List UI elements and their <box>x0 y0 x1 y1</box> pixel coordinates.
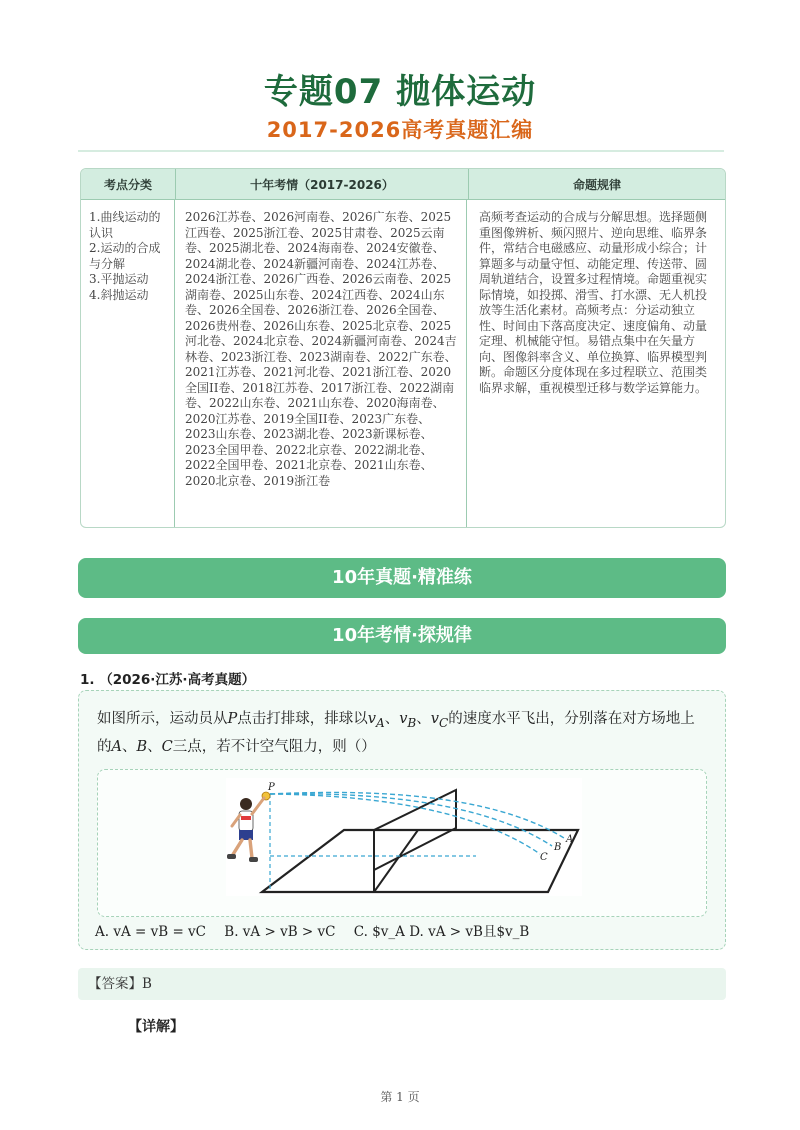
category-cell <box>81 200 175 527</box>
volleyball-figure <box>226 778 582 896</box>
header-category: 考点分类 <box>81 169 176 199</box>
page-title: 专题07 抛体运动 <box>263 72 537 112</box>
question-source: （2026·江苏·高考真题） <box>99 672 256 688</box>
page-subtitle: 2017-2026高考真题汇编 <box>266 118 534 142</box>
page-number: 第 1 页 <box>380 1090 420 1104</box>
figure-frame <box>97 769 707 917</box>
header-history: 十年考情（2017-2026） <box>176 169 469 199</box>
label-p: P <box>268 782 275 793</box>
header-pattern: 命题规律 <box>572 177 621 192</box>
answer-line: 【答案】B <box>78 968 726 1000</box>
table-header-row <box>81 169 725 200</box>
pattern-cell: 高频考查运动的合成与分解思想。选择题侧重图像辨析、频闪照片、逆向思维、临界条件，常结合电磁感应、动量形成小综合；计算题多与动量守恒、动能定理、传送带、圆周轨道结合，设置多过程情境。命题重视实际情境，如投掷、滑雪、打水漂、无人机投放等生活化素材。高频考点：分运动独立性、时间由下落高度决定、速度偏角、动量定理、机械能守恒。易错点集中在矢量方向、图像斜率含义、单位换算、临界模型判断。命题区分度体现在多过程联立、范围类临界求解，重视模型迁移与数学运算能力。 <box>479 210 708 395</box>
option-cd[interactable]: C. $v_A D. vA > vB且$v_B <box>353 924 530 940</box>
question-header <box>80 668 255 688</box>
option-b[interactable]: B. vA > vB > vC <box>224 924 336 940</box>
exam-history-cell: 2026江苏卷、2026河南卷、2026广东卷、2025江西卷、2025浙江卷、2025甘肃卷、2025云南卷、2025湖北卷、2024海南卷、2024安徽卷、2024湖北卷、2024新疆河南卷、2024江苏卷、2024浙江卷、2026广西卷、2026云南卷、2025湖南卷、2025山东卷、2024江西卷、2024山东卷、2026全国卷、2026浙江卷、2026全国卷、2026贵州卷、2026山东卷、2025北京卷、2025河北卷、2024北京卷、2024新疆河南卷、2024吉林卷、2023浙江卷、2023湖南卷、2022广东卷、2021江苏卷、2021河北卷、2021浙江卷、2020全国II卷、2018江苏卷、2017浙江卷、2022湖南卷、2022山东卷、2021山东卷、2020海南卷、2020江苏卷、2019全国II卷、2023广东卷、2023山东卷、2023湖北卷、2023新课标卷、2023全国甲卷、2022北京卷、2022湖北卷、2022全国甲卷、2021北京卷、2021山东卷、2020北京卷、2019浙江卷 <box>175 200 467 527</box>
exam-overview-table <box>80 168 726 528</box>
category-item: 2.运动的合成与分解 <box>89 241 161 271</box>
label-a: A <box>566 834 574 845</box>
category-item: 1.曲线运动的认识 <box>89 210 161 240</box>
option-a[interactable]: A. vA = vB = vC <box>95 924 206 940</box>
answer-options <box>95 920 543 940</box>
label-b: B <box>554 842 562 853</box>
section-banner-explore: 10年考情·探规律 <box>78 618 726 654</box>
category-item: 3.平抛运动 <box>89 272 149 286</box>
section-banner-practice: 10年真题·精准练 <box>78 558 726 598</box>
point-p: P <box>227 711 238 727</box>
table-body-row <box>81 200 725 527</box>
question-text: 如图所示，运动员从P点击打排球，排球以$v_A$、$v_B$、$v_C$的速度水平飞出，分别落在对方场地上的A、B、C三点，若不计空气阻力，则（） <box>97 711 695 755</box>
category-item: 4.斜抛运动 <box>89 287 149 302</box>
question-box <box>78 690 726 950</box>
title-divider <box>78 150 724 152</box>
detail-label: 【详解】 <box>128 1019 184 1035</box>
label-c: C <box>540 852 548 863</box>
question-number: 1. <box>80 672 95 688</box>
